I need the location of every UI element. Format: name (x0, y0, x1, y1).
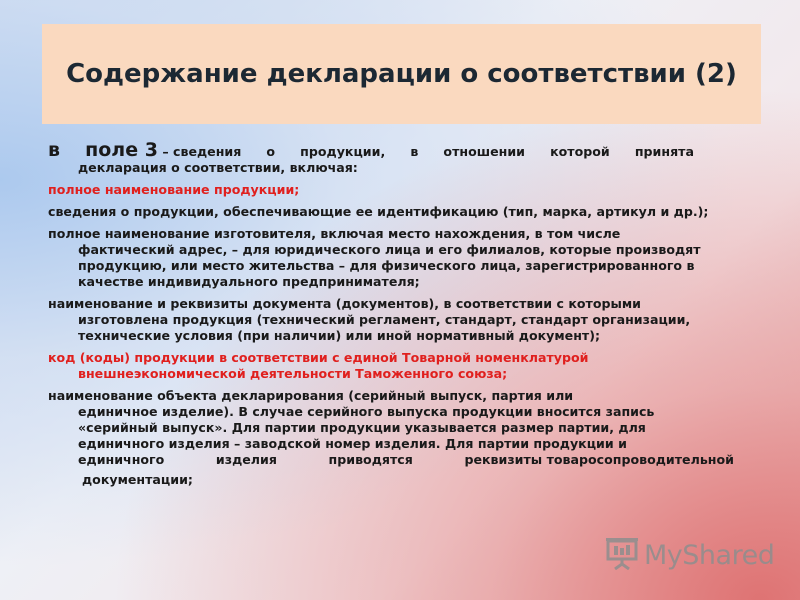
lead-dash-part: – сведения (162, 144, 242, 159)
lead-paragraph (48, 139, 754, 176)
lead-word: о (266, 144, 276, 159)
lead-word: принята (634, 144, 694, 159)
list-item-line: наименование и реквизиты документа (документов), в соответствии с которыми (48, 296, 641, 311)
list-item (48, 226, 754, 290)
list-item-word: реквизиты товаросопроводительной (464, 452, 734, 467)
lead-field-group (85, 139, 242, 161)
list-item-line: полное наименование изготовителя, включая место нахождения, в том числе (48, 226, 621, 241)
list-item-word: приводятся (328, 452, 413, 467)
list-item (48, 350, 754, 382)
list-item-line (48, 452, 754, 468)
list-item-line: единичного изделия – заводской номер изделия. Для партии продукции и (78, 436, 627, 451)
lead-second-line: декларация о соответствии, включая: (78, 160, 358, 175)
lead-word: в (410, 144, 419, 159)
lead-word: отношении (443, 144, 525, 159)
slide-content (48, 139, 754, 494)
myshared-watermark (606, 536, 775, 574)
list-item: сведения о продукции, обеспечивающие ее идентификацию (тип, марка, артикул и др.); (48, 204, 709, 219)
list-item (48, 388, 754, 488)
list-item-line: код (коды) продукции в соответствии с единой Товарной номенклатурой (48, 350, 589, 365)
list-item-line: наименование объекта декларирования (серийный выпуск, партия или (48, 388, 574, 403)
list-item-line: внешнеэкономической деятельности Таможенного союза; (78, 366, 508, 381)
list-item-line: фактический адрес, – для юридического лица и его филиалов, которые производят (78, 242, 701, 257)
lead-word: продукции, (300, 144, 386, 159)
slide-title: Содержание декларации о соответствии (2) (66, 59, 737, 89)
lead-word-v: в (48, 139, 61, 161)
lead-field-3: поле 3 (85, 139, 158, 161)
list-item-line: качестве индивидуального предпринимателя; (78, 274, 420, 289)
lead-first-line (48, 139, 754, 161)
list-item (48, 296, 754, 344)
list-item-word: изделия (215, 452, 277, 467)
watermark-text: MyShared (644, 539, 775, 571)
list-item-line: технические условия (при наличии) или иной нормативный документ); (78, 328, 601, 343)
list-item-line: «серийный выпуск». Для партии продукции указывается размер партии, для (78, 420, 646, 435)
title-band (42, 24, 761, 124)
list-item: полное наименование продукции; (48, 182, 300, 197)
list-item-line: единичное изделие). В случае серийного выпуска продукции вносится запись (78, 404, 655, 419)
list-item-line: продукцию, или место жительства – для физического лица, зарегистрированного в (78, 258, 695, 273)
list-item-line: изготовлена продукция (технический регламент, стандарт, стандарт организации, (78, 312, 691, 327)
lead-word: которой (550, 144, 610, 159)
list-item-line: документации; (82, 472, 193, 487)
presentation-board-icon (606, 536, 638, 574)
list-item-word: единичного (78, 452, 165, 467)
